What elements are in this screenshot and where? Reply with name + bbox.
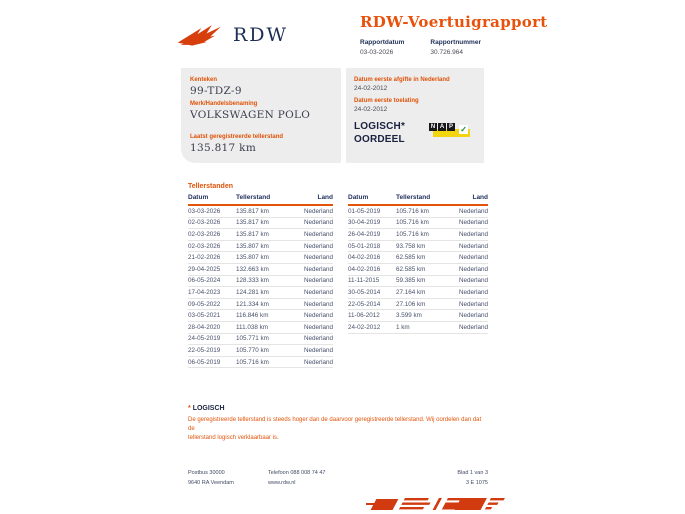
table-cell-tellerstand: 121.334 km bbox=[236, 300, 269, 308]
kenteken-value: 99-TDZ-9 bbox=[190, 85, 242, 97]
col-header-datum: Datum bbox=[348, 194, 369, 201]
rdw-logo-text: RDW bbox=[233, 24, 289, 46]
table-cell-tellerstand: 62.585 km bbox=[396, 254, 426, 262]
table-cell-datum: 06-05-2019 bbox=[188, 358, 221, 366]
table-cell-datum: 02-03-2026 bbox=[188, 242, 221, 250]
table-cell-datum: 03-03-2026 bbox=[188, 207, 221, 215]
table-cell-tellerstand: 128.333 km bbox=[236, 277, 269, 285]
footnote-star: * bbox=[188, 405, 191, 412]
oordeel-row bbox=[354, 121, 484, 146]
report-date-label: Rapportdatum bbox=[360, 39, 405, 46]
tellerstand-table-left bbox=[188, 194, 333, 368]
footer-address-line1: Postbus 30000 bbox=[188, 470, 225, 476]
col-header-datum: Datum bbox=[188, 194, 209, 201]
footer-page-indicator: Blad 1 van 3 bbox=[457, 470, 488, 476]
afgifte-label: Datum eerste afgifte in Nederland bbox=[354, 77, 450, 83]
table-cell-land: Nederland bbox=[458, 312, 488, 320]
report-number-block bbox=[430, 39, 481, 56]
toelating-label: Datum eerste toelating bbox=[354, 98, 419, 104]
table-cell-land: Nederland bbox=[303, 312, 333, 320]
table-cell-datum: 01-05-2019 bbox=[348, 207, 381, 215]
table-cell-datum: 17-04-2023 bbox=[188, 288, 221, 296]
table-row bbox=[348, 276, 488, 288]
table-cell-tellerstand: 135.817 km bbox=[236, 230, 269, 238]
footer-contact bbox=[268, 468, 326, 488]
table-cell-land: Nederland bbox=[458, 242, 488, 250]
table-cell-datum: 24-02-2012 bbox=[348, 323, 381, 331]
col-header-tellerstand: Tellerstand bbox=[236, 194, 271, 201]
report-number-label: Rapportnummer bbox=[430, 39, 481, 46]
table-cell-land: Nederland bbox=[458, 219, 488, 227]
table-cell-datum: 02-03-2026 bbox=[188, 219, 221, 227]
table-cell-tellerstand: 111.038 km bbox=[236, 323, 268, 331]
table-cell-datum: 22-05-2014 bbox=[348, 300, 381, 308]
table-cell-datum: 06-05-2024 bbox=[188, 277, 221, 285]
table-row bbox=[348, 322, 488, 334]
table-cell-land: Nederland bbox=[303, 335, 333, 343]
footer-phone: Telefoon 088 008 74 47 bbox=[268, 470, 326, 476]
table-cell-tellerstand: 93.758 km bbox=[396, 242, 426, 250]
tellerstanden-title: Tellerstanden bbox=[188, 183, 233, 190]
table-cell-datum: 03-05-2021 bbox=[188, 312, 221, 320]
table-cell-land: Nederland bbox=[458, 207, 488, 215]
afgifte-value: 24-02-2012 bbox=[354, 85, 388, 92]
tellerstand-label: Laatst geregistreerde tellerstand bbox=[190, 134, 284, 140]
report-date-block bbox=[360, 39, 404, 56]
table-row bbox=[188, 345, 333, 357]
table-row bbox=[348, 241, 488, 253]
rdw-flame-icon bbox=[177, 20, 227, 50]
table-cell-datum: 11-06-2012 bbox=[348, 312, 380, 320]
col-header-land: Land bbox=[317, 194, 333, 201]
table-cell-land: Nederland bbox=[303, 207, 333, 215]
table-cell-datum: 26-04-2019 bbox=[348, 230, 381, 238]
tellerstand-table-left-body bbox=[188, 206, 333, 368]
table-cell-tellerstand: 132.663 km bbox=[236, 265, 269, 273]
table-cell-datum: 02-03-2026 bbox=[188, 230, 221, 238]
table-cell-tellerstand: 59.385 km bbox=[396, 277, 426, 285]
table-cell-land: Nederland bbox=[303, 346, 333, 354]
table-cell-tellerstand: 1 km bbox=[396, 323, 410, 331]
table-cell-tellerstand: 105.716 km bbox=[396, 219, 429, 227]
table-cell-tellerstand: 124.281 km bbox=[236, 288, 269, 296]
merk-label: Merk/Handelsbenaming bbox=[190, 101, 258, 107]
table-cell-tellerstand: 135.807 km bbox=[236, 254, 269, 262]
table-cell-tellerstand: 105.716 km bbox=[396, 230, 429, 238]
table-cell-land: Nederland bbox=[303, 242, 333, 250]
nap-letter-p: P bbox=[449, 124, 454, 130]
table-row bbox=[188, 287, 333, 299]
footer-address bbox=[188, 468, 234, 488]
nap-logo bbox=[429, 123, 473, 139]
table-cell-datum: 04-02-2016 bbox=[348, 265, 381, 273]
col-header-tellerstand: Tellerstand bbox=[396, 194, 431, 201]
page-title: RDW-Voertuigrapport bbox=[360, 13, 548, 31]
table-row bbox=[188, 264, 333, 276]
table-cell-tellerstand: 116.846 km bbox=[236, 312, 269, 320]
table-cell-datum: 24-05-2019 bbox=[188, 335, 221, 343]
table-row bbox=[348, 287, 488, 299]
table-cell-datum: 05-01-2018 bbox=[348, 242, 381, 250]
table-cell-land: Nederland bbox=[303, 265, 333, 273]
table-row bbox=[348, 252, 488, 264]
table-header bbox=[348, 194, 488, 206]
table-row bbox=[348, 218, 488, 230]
table-cell-land: Nederland bbox=[303, 277, 333, 285]
oordeel-text bbox=[354, 121, 405, 146]
table-row bbox=[188, 218, 333, 230]
table-cell-land: Nederland bbox=[303, 288, 333, 296]
table-cell-tellerstand: 105.770 km bbox=[236, 346, 269, 354]
table-cell-datum: 30-05-2014 bbox=[348, 288, 381, 296]
table-row bbox=[188, 241, 333, 253]
table-cell-datum: 11-11-2015 bbox=[348, 277, 380, 285]
footnote-line2: tellerstand logisch verklaarbaar is. bbox=[188, 435, 279, 441]
vehicle-info-box bbox=[181, 68, 341, 163]
table-cell-tellerstand: 135.817 km bbox=[236, 207, 269, 215]
table-cell-land: Nederland bbox=[303, 219, 333, 227]
table-cell-land: Nederland bbox=[458, 288, 488, 296]
table-row bbox=[348, 206, 488, 218]
report-date-value: 03-03-2026 bbox=[360, 49, 394, 56]
table-cell-land: Nederland bbox=[458, 300, 488, 308]
table-cell-land: Nederland bbox=[458, 230, 488, 238]
table-cell-tellerstand: 105.771 km bbox=[236, 335, 269, 343]
table-cell-land: Nederland bbox=[303, 230, 333, 238]
table-cell-tellerstand: 105.716 km bbox=[396, 207, 429, 215]
report-number-value: 30.726.964 bbox=[430, 49, 463, 56]
oordeel-line1: LOGISCH* bbox=[354, 121, 406, 132]
rdw-logo bbox=[177, 20, 288, 50]
table-cell-tellerstand: 62.585 km bbox=[396, 265, 426, 273]
table-row bbox=[348, 299, 488, 311]
table-cell-land: Nederland bbox=[303, 323, 333, 331]
table-cell-datum: 29-04-2025 bbox=[188, 265, 221, 273]
table-cell-datum: 30-04-2019 bbox=[348, 219, 381, 227]
table-row bbox=[188, 252, 333, 264]
table-row bbox=[348, 229, 488, 241]
table-row bbox=[188, 276, 333, 288]
dates-verdict-box bbox=[346, 68, 484, 163]
footer-website-link[interactable]: www.rdw.nl bbox=[268, 480, 296, 486]
table-cell-tellerstand: 27.106 km bbox=[396, 300, 426, 308]
table-row bbox=[348, 310, 488, 322]
table-cell-land: Nederland bbox=[458, 277, 488, 285]
table-cell-tellerstand: 135.817 km bbox=[236, 219, 269, 227]
tellerstand-value: 135.817 km bbox=[190, 142, 257, 154]
kenteken-label: Kenteken bbox=[190, 77, 218, 83]
table-cell-land: Nederland bbox=[458, 323, 488, 331]
nap-letter-n: N bbox=[430, 124, 436, 130]
table-cell-tellerstand: 3.599 km bbox=[396, 312, 422, 320]
report-meta bbox=[360, 39, 481, 56]
speed-stripes-icon bbox=[366, 496, 524, 513]
table-header bbox=[188, 194, 333, 206]
table-row bbox=[188, 322, 333, 334]
table-cell-land: Nederland bbox=[303, 300, 333, 308]
footnote-title-text: LOGISCH bbox=[192, 405, 225, 412]
table-row bbox=[188, 357, 333, 369]
oordeel-line2: OORDEEL bbox=[354, 133, 405, 145]
nap-check-icon: ✓ bbox=[460, 125, 467, 134]
tellerstand-table-right-body bbox=[348, 206, 488, 334]
table-row bbox=[188, 299, 333, 311]
table-cell-tellerstand: 135.807 km bbox=[236, 242, 269, 250]
table-row bbox=[188, 310, 333, 322]
table-cell-land: Nederland bbox=[303, 254, 333, 262]
table-cell-land: Nederland bbox=[458, 265, 488, 273]
table-cell-tellerstand: 105.716 km bbox=[236, 358, 269, 366]
footnote bbox=[188, 405, 488, 443]
col-header-land: Land bbox=[472, 194, 488, 201]
footer-page-info bbox=[388, 468, 488, 488]
nap-letter-a: A bbox=[439, 124, 445, 130]
footer-version: 3 E 1075 bbox=[465, 480, 488, 486]
footnote-title bbox=[188, 405, 488, 412]
table-row bbox=[188, 229, 333, 241]
footnote-line1: De geregistreerde tellerstand is steeds hoger dan de daarvoor geregistreerde tellerstand. Wij oordelen dan dat de bbox=[188, 417, 482, 432]
table-cell-land: Nederland bbox=[303, 358, 333, 366]
toelating-value: 24-02-2012 bbox=[354, 106, 388, 113]
tellerstand-table-right bbox=[348, 194, 488, 334]
table-row bbox=[188, 334, 333, 346]
table-row bbox=[188, 206, 333, 218]
table-cell-datum: 04-02-2016 bbox=[348, 254, 381, 262]
table-cell-land: Nederland bbox=[458, 254, 488, 262]
table-cell-tellerstand: 27.164 km bbox=[396, 288, 426, 296]
merk-value: VOLKSWAGEN POLO bbox=[190, 109, 311, 121]
footer-address-line2: 9640 RA Veendam bbox=[188, 480, 234, 486]
table-cell-datum: 09-05-2022 bbox=[188, 300, 221, 308]
table-cell-datum: 28-04-2020 bbox=[188, 323, 221, 331]
table-cell-datum: 22-05-2019 bbox=[188, 346, 221, 354]
table-cell-datum: 21-02-2026 bbox=[188, 254, 221, 262]
table-row bbox=[348, 264, 488, 276]
